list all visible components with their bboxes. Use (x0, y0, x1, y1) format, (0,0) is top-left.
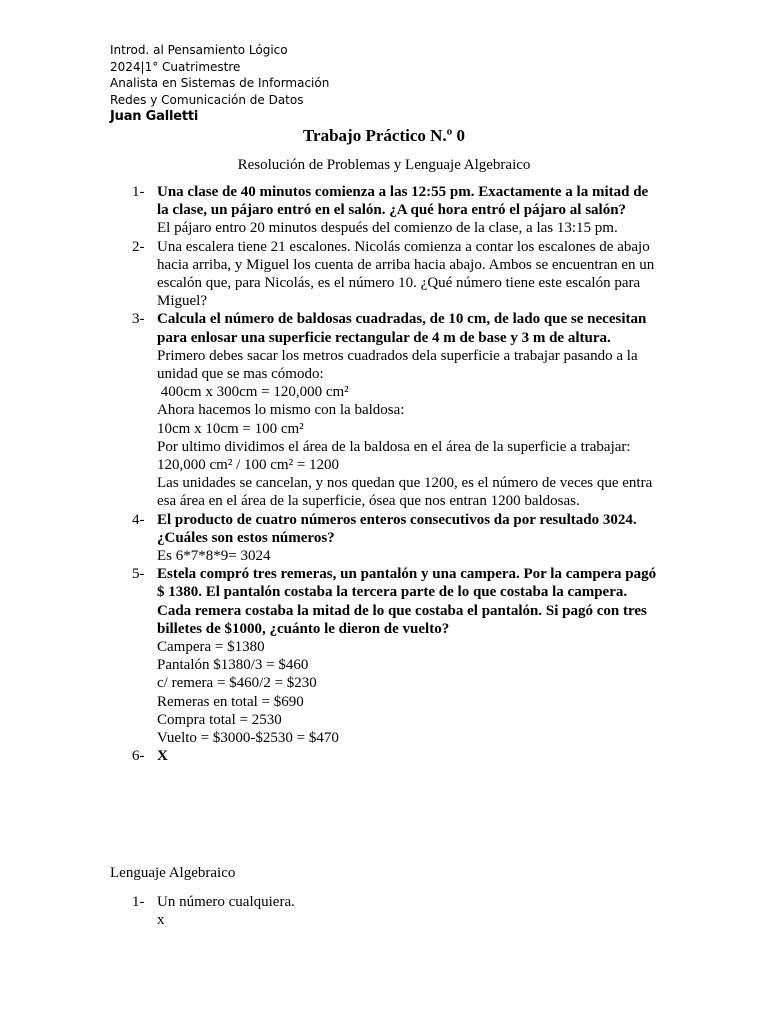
item-number: 1- (132, 184, 145, 200)
list-item (132, 183, 662, 238)
page-subtitle: Resolución de Problemas y Lenguaje Algebraico (237, 157, 531, 173)
item-answer: x (157, 912, 165, 929)
header-career: Analista en Sistemas de Información (110, 76, 330, 91)
item-number: 6- (132, 748, 145, 765)
item-question: X (157, 748, 168, 765)
item-answer: Es 6*7*8*9= 3024 (157, 548, 271, 565)
item-number: 2- (132, 238, 145, 255)
document-header (110, 42, 329, 126)
problem-list (132, 183, 662, 766)
item-question: Un número cualquiera. (157, 894, 295, 910)
item-question: El producto de cuatro números enteros consecutivos da por resultado 3024. ¿Cuáles son estos números? (157, 511, 637, 546)
item-number: 3- (132, 311, 145, 328)
list-item (132, 565, 662, 747)
header-period: 2024|1° Cuatrimestre (110, 59, 241, 74)
item-answer: Campera = $1380 Pantalón $1380/3 = $460 c/ remera = $460/2 = $230 Remeras en total = $690 Compra total = 2530 Vuelto = $3000-$2530 = $470 (157, 639, 339, 747)
header-course: Introd. al Pensamiento Lógico (110, 43, 288, 57)
header-author: Juan Galletti (110, 109, 199, 125)
list-item (132, 310, 662, 510)
item-question: Una clase de 40 minutos comienza a las 12:55 pm. Exactamente a la mitad de la clase, un pájaro entró en el salón. ¿A qué hora entró el pájaro al salón? (157, 184, 649, 219)
list-item (132, 747, 662, 765)
item-number: 5- (132, 566, 145, 583)
list-item (132, 238, 662, 311)
item-answer: El pájaro entro 20 minutos después del comienzo de la clase, a las 13:15 pm. (157, 220, 618, 237)
list-item (132, 511, 662, 566)
page-title: Trabajo Práctico N.º 0 (302, 126, 466, 145)
section-title-algebra: Lenguaje Algebraico (110, 865, 236, 881)
list-item (132, 893, 662, 929)
item-answer: Primero debes sacar los metros cuadrados dela superficie a trabajar pasando a la unidad que se mas cómodo: 400cm x 300cm = 120,000 cm² Ahora hacemos lo mismo con la baldosa: 10cm x 10cm = 100 cm² Por ultimo dividimos el área de la baldosa en el área de la superficie a trabajar: 120,000 cm² / 100 cm² = 1200 Las unidades se cancelan, y nos quedan que 1200, es el número de veces que entra esa área en el área de la superficie, ósea que nos entran 1200 baldosas. (157, 347, 653, 510)
header-subject: Redes y Comunicación de Datos (110, 92, 304, 107)
item-number: 4- (132, 511, 145, 528)
item-question: Estela compró tres remeras, un pantalón y una campera. Por la campera pagó $ 1380. El pantalón costaba la tercera parte de lo que costaba la campera. Cada remera costaba la mitad de lo que costaba el pantalón. Si pagó con tres billetes de $1000, ¿cuánto le dieron de vuelto? (157, 566, 657, 637)
item-question: Calcula el número de baldosas cuadradas, de 10 cm, de lado que se necesitan para enlosar una superficie rectangular de 4 m de base y 3 m de altura. (157, 311, 647, 346)
algebra-list (132, 893, 662, 929)
item-number: 1- (132, 894, 145, 910)
item-question: Una escalera tiene 21 escalones. Nicolás comienza a contar los escalones de abajo hacia arriba, y Miguel los cuenta de arriba hacia abajo. Ambos se encuentran en un escalón que, para Nicolás, es el número 10. ¿Qué número tiene este escalón para Miguel? (157, 238, 655, 310)
